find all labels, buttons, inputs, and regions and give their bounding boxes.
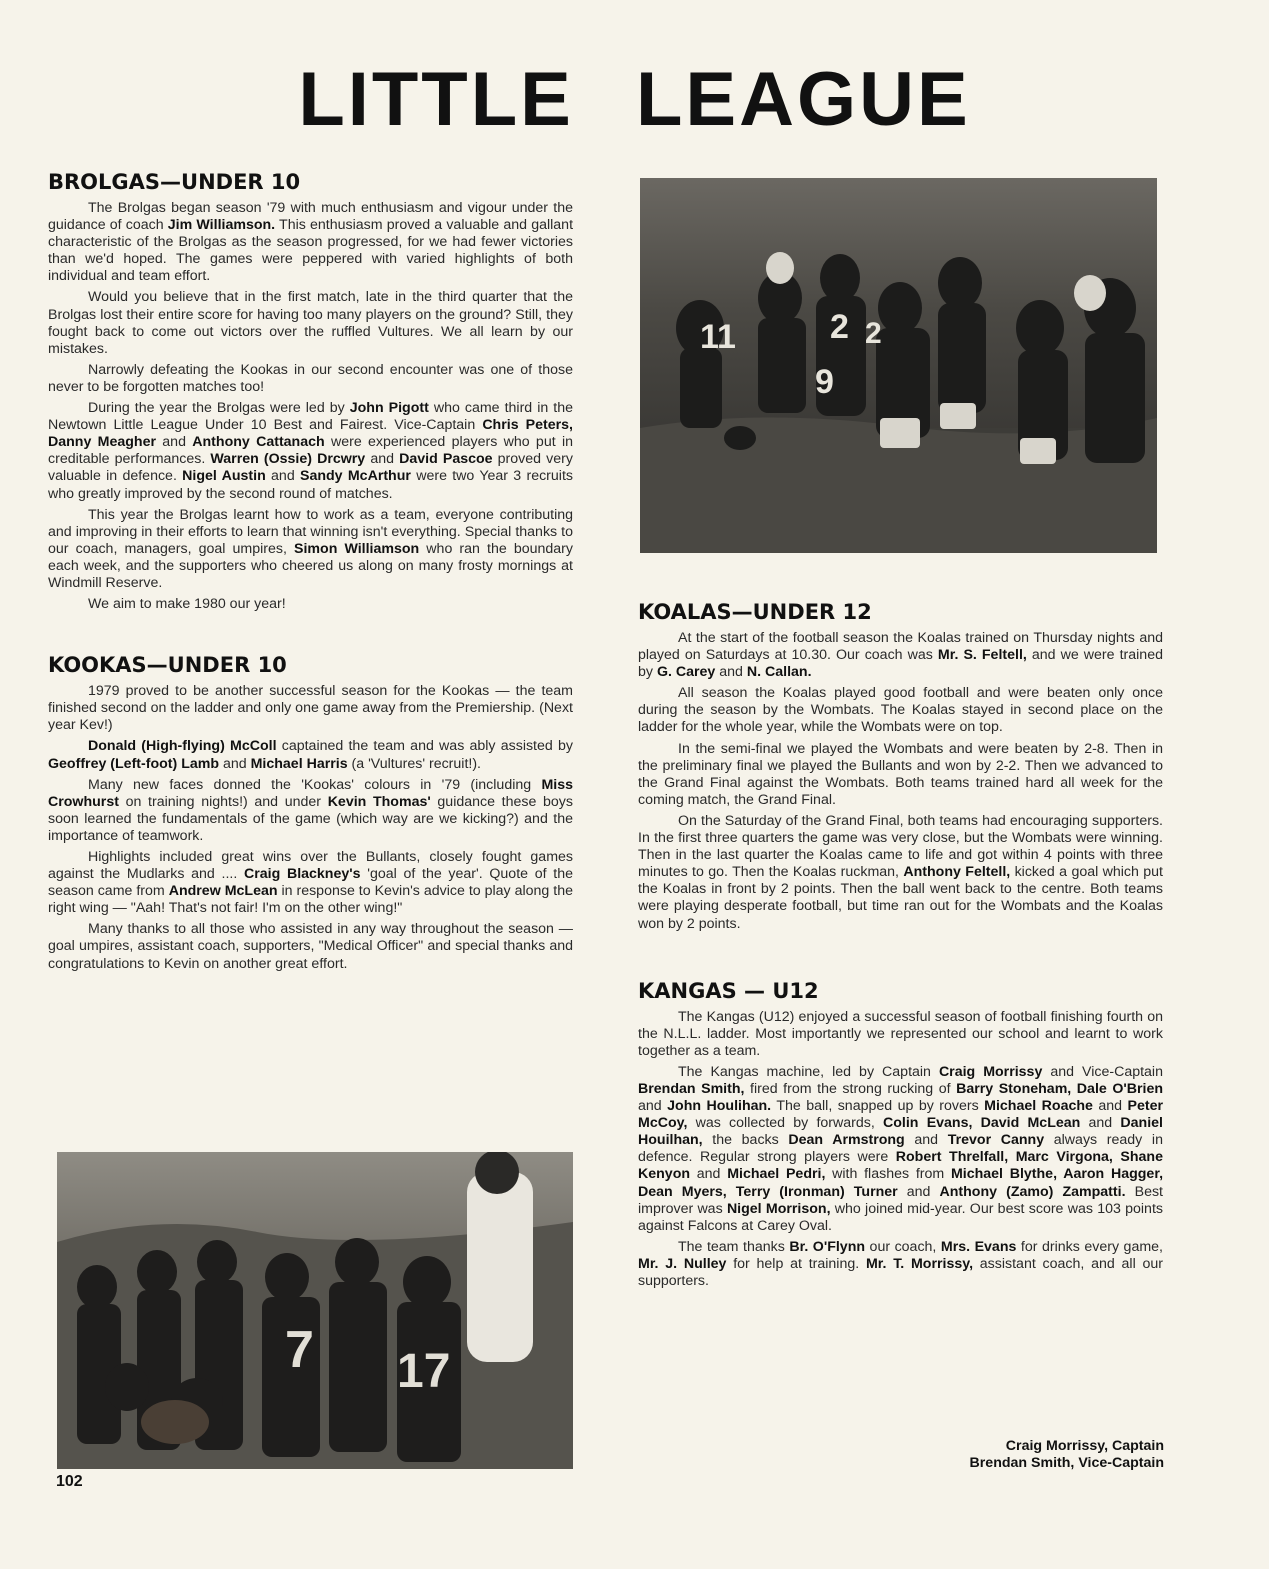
bold-name: N. Callan. [746, 664, 812, 681]
bold-name: John Pigott [349, 400, 429, 417]
bold-name: Jim Williamson. [167, 217, 276, 234]
bold-name: Anthony (Zamo) Zampatti. [939, 1183, 1126, 1200]
bold-name: Kevin Thomas' [327, 793, 431, 810]
bold-name: Peter McCoy, [638, 1098, 1163, 1132]
team-photo-kookas [57, 1152, 573, 1469]
bold-name: G. Carey [656, 664, 716, 681]
bold-name: David Pascoe [399, 451, 493, 468]
bold-name: Nigel Morrison, [726, 1200, 831, 1217]
bold-name: Mrs. Evans [940, 1238, 1017, 1255]
kookas-heading: KOOKAS—UNDER 10 [48, 653, 287, 678]
jersey-number: 2 [830, 308, 849, 346]
kookas-paragraph-2: Donald (High-flying) McColl captained the team and was ably assisted by Geoffrey (Left-foot) Lamb and Michael Harris (a 'Vultures' recruit!). [48, 738, 573, 772]
right-column [638, 600, 1163, 1330]
kangas-paragraph-1: The Kangas (U12) enjoyed a successful season of football finishing fourth on the N.L.L. ladder. Most importantly we represented our school and learnt to work together as a team. [638, 1008, 1163, 1059]
koalas-section [638, 600, 1163, 933]
kookas-section [48, 653, 573, 973]
koalas-paragraph-4: On the Saturday of the Grand Final, both teams had encouraging supporters. In the first three quarters the game was very close, but the Wombats were winning. Then in the last quarter the Koalas came to life and got within 4 points with three minutes to go. Then the Koalas ruckman, Anthony Feltell, kicked a goal which put the Koalas in front by 2 points. Then the ball went back to the centre. Both teams were playing desperate football, but time ran out for the Wombats and the Koalas won by 2 points. [638, 812, 1164, 932]
koalas-paragraph-3: In the semi-final we played the Wombats and were beaten by 2-8. Then in the preliminary final we played the Bullants and won by 2-2. Then we advanced to the Grand Final against the Wombats. Both teams trained hard all week for the coming match, the Grand Final. [638, 740, 1163, 808]
brolgas-paragraph-5: This year the Brolgas learnt how to work as a team, everyone contributing and improving in their efforts to learn that winning isn't everything. Special thanks to our coach, managers, goal umpires, Simon Williamson who ran the boundary each week, and the supporters who cheered us along on many frosty mornings at Windmill Reserve. [48, 506, 573, 591]
bold-name: Sandy McArthur [300, 468, 411, 485]
bold-name: Anthony Feltell, [903, 864, 1011, 881]
bold-name: Nigel Austin [182, 468, 266, 485]
bold-name: Miss Crowhurst [48, 776, 573, 810]
bold-name: Daniel Houilhan, [638, 1115, 1163, 1149]
bold-name: John Houlihan. [667, 1098, 772, 1115]
brolgas-paragraph-3: Narrowly defeating the Kookas in our second encounter was one of those never to be forgotten matches too! [48, 361, 573, 395]
bold-name: Michael Pedri, [727, 1166, 826, 1183]
kookas-paragraph-1: 1979 proved to be another successful season for the Kookas — the team finished second on the ladder and only one game away from the Premiership. (Next year Kev!) [48, 683, 573, 734]
bold-name: Barry Stoneham, Dale O'Brien [956, 1080, 1164, 1097]
jersey-number: 2 [865, 317, 882, 350]
signature-block [638, 1438, 1164, 1472]
bold-name: Andrew McLean [168, 883, 278, 900]
team-photo-kookas-image [57, 1152, 573, 1469]
team-photo-koalas [640, 178, 1157, 553]
bold-name: Robert Threlfall, Marc Virgona, Shane Kenyon [638, 1149, 1163, 1183]
signature-vice-captain: Brendan Smith, Vice-Captain [969, 1455, 1164, 1471]
bold-name: Mr. J. Nulley [638, 1255, 727, 1272]
bold-name: Michael Roache [984, 1098, 1093, 1115]
bold-name: Brendan Smith, [638, 1080, 745, 1097]
brolgas-paragraph-4: During the year the Brolgas were led by John Pigott who came third in the Newtown Little League Under 10 Best and Fairest. Vice-Captain Chris Peters, Danny Meagher and Anthony Cattanach were experienced players who put in creditable performances. Warren (Ossie) Drcwry and David Pascoe proved very valuable in defence. Nigel Austin and Sandy McArthur were two Year 3 recruits who greatly improved by the second round of matches. [48, 400, 573, 502]
jersey-number: 17 [397, 1345, 451, 1398]
brolgas-paragraph-6: We aim to make 1980 our year! [88, 596, 286, 613]
kookas-paragraph-4: Highlights included great wins over the Bullants, closely fought games against the Mudlarks and .... Craig Blackney's 'goal of the year'. Quote of the season came from Andrew McLean in response to Kevin's advice to play along the right wing — "Aah! That's not fair! I'm on the other wing!" [48, 849, 573, 917]
bold-name: Chris Peters, Danny Meagher [48, 417, 573, 451]
kangas-paragraph-3: The team thanks Br. O'Flynn our coach, Mrs. Evans for drinks every game, Mr. J. Nulley for help at training. Mr. T. Morrissy, assistant coach, and all our supporters. [638, 1238, 1163, 1289]
brolgas-paragraph-2: Would you believe that in the first match, late in the third quarter that the Brolgas lost their entire score for having too many players on the ground? Still, they fought back to come out victors over the ruffled Vultures. We all learn by our mistakes. [48, 289, 573, 357]
bold-name: Geoffrey (Left-foot) Lamb [48, 755, 220, 772]
bold-name: Trevor Canny [947, 1132, 1045, 1149]
bold-name: Dean Armstrong [788, 1132, 905, 1149]
jersey-number: 11 [700, 318, 736, 356]
bold-name: Craig Blackney's [243, 866, 361, 883]
bold-name: Warren (Ossie) Drcwry [210, 451, 366, 468]
kookas-paragraph-5: Many thanks to all those who assisted in any way throughout the season — goal umpires, assistant coach, supporters, "Medical Officer" and special thanks and congratulations to Kevin on another great effort. [48, 921, 573, 972]
bold-name: Mr. T. Morrissy, [865, 1255, 974, 1272]
brolgas-paragraph-1: The Brolgas began season '79 with much enthusiasm and vigour under the guidance of coach Jim Williamson. This enthusiasm proved a valuable and gallant characteristic of the Brolgas as the season progressed, for we had fewer victories than we'd hoped. The games were peppered with varied highlights of both individual and team effort. [48, 200, 574, 285]
bold-name: Mr. S. Feltell, [937, 647, 1027, 664]
brolgas-heading: BROLGAS—UNDER 10 [48, 170, 301, 194]
team-photo-koalas-image [640, 178, 1157, 553]
kookas-paragraph-3: Many new faces donned the 'Kookas' colours in '79 (including Miss Crowhurst on training nights!) and under Kevin Thomas' guidance these boys soon learned the fundamentals of the game (which way are we kicking?) and the importance of teamwork. [48, 776, 573, 844]
koalas-paragraph-2: All season the Koalas played good football and were beaten only once during the season by the Wombats. The Koalas stayed in second place on the ladder for the whole year, while the Wombats were on top. [638, 685, 1163, 736]
brolgas-section [48, 170, 573, 613]
bold-name: Craig Morrissy [938, 1063, 1043, 1080]
page-number: 102 [56, 1473, 83, 1490]
bold-name: Anthony Cattanach [192, 434, 325, 451]
kangas-heading: KANGAS — U12 [638, 978, 819, 1003]
bold-name: Simon Williamson [294, 540, 420, 557]
kangas-paragraph-2: The Kangas machine, led by Captain Craig Morrissy and Vice-Captain Brendan Smith, fired from the strong rucking of Barry Stoneham, Dale O'Brien and John Houlihan. The ball, snapped up by rovers Michael Roache and Peter McCoy, was collected by forwards, Colin Evans, David McLean and Daniel Houilhan, the backs Dean Armstrong and Trevor Canny always ready in defence. Regular strong players were Robert Threlfall, Marc Virgona, Shane Kenyon and Michael Pedri, with flashes from Michael Blythe, Aaron Hagger, Dean Myers, Terry (Ironman) Turner and Anthony (Zamo) Zampatti. Best improver was Nigel Morrison, who joined mid-year. Our best score was 103 points against Falcons at Carey Oval. [638, 1063, 1164, 1234]
bold-name: Michael Harris [250, 755, 348, 772]
bold-name: Michael Blythe, Aaron Hagger, Dean Myers, Terry (Ironman) Turner [638, 1166, 1164, 1200]
bold-name: Br. O'Flynn [789, 1238, 866, 1255]
koalas-heading: KOALAS—UNDER 12 [638, 600, 872, 624]
bold-name: Donald (High-flying) McColl [88, 738, 277, 755]
jersey-number: 7 [285, 1321, 314, 1379]
koalas-paragraph-1: At the start of the football season the Koalas trained on Thursday nights and played on Saturdays at 10.30. Our coach was Mr. S. Feltell, and we were trained by G. Carey and N. Callan. [638, 630, 1163, 681]
page-title: LITTLE LEAGUE [298, 57, 971, 142]
bold-name: Colin Evans, David McLean [883, 1115, 1081, 1132]
jersey-number: 9 [815, 363, 834, 401]
signature-captain: Craig Morrissy, Captain [1005, 1438, 1164, 1454]
kangas-section [638, 979, 1163, 1291]
left-column [48, 170, 573, 1013]
